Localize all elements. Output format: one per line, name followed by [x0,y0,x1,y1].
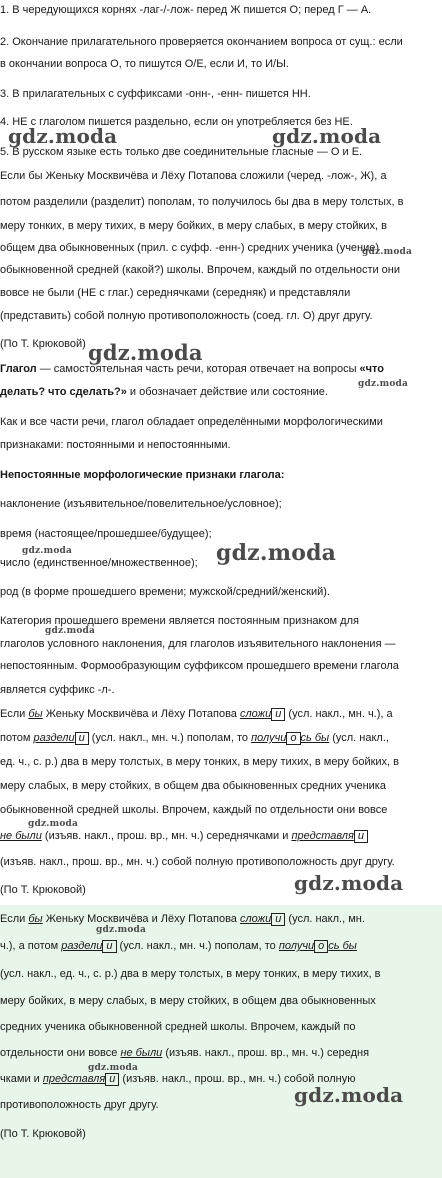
term-verb: Глагол [0,363,37,375]
rule-5: 5. В русском языке есть только две соединительные гласные — О и Е. [0,146,363,158]
source-credit: (По Т. Крюковой) [0,338,86,350]
feature-item: род (в форме прошедшего времени; мужской/средний/женский). [0,586,330,598]
watermark: gdz.moda [88,1063,139,1073]
text-line: обыкновенной средней (какой?) школы. Впрочем, каждый по отдельности они [0,264,401,276]
suffix-box: и [271,913,285,926]
source-credit: (По Т. Крюковой) [0,884,86,896]
analysis-line: потом раздели и (усл. накл., мн. ч.) пополам, то получи о сь бы (усл. накл., [0,732,389,744]
watermark: gdz.moda [28,819,79,829]
verb-definition-cont: делать? что сделать?» и обозначает действие или состояние. [0,386,328,398]
watermark: gdz.moda [45,626,96,636]
rule-2: 2. Окончание прилагательного проверяется окончанием вопроса от сущ.: если [0,36,403,48]
suffix-box: о [314,940,328,953]
analysis-line: ед. ч., с. р.) два в меру толстых, в меру тонких, в меру тихих, в меру бойких, в [0,756,400,768]
watermark: gdz.moda [294,1083,404,1107]
rule-3: 3. В прилагательных с суффиксами -онн-, -енн- пишется НН. [0,88,311,100]
analysis-line: меру бойких, в меру слабых, в меру стойких, в общем два обыкновенных [0,995,376,1007]
verb-word: раздели [61,940,103,952]
analysis-line: средних ученика обыкновенной средней школы. Впрочем, каждый по [0,1021,356,1033]
suffix-box: и [75,732,89,745]
text-line: вовсе не были (НЕ с глаг.) середнячками (середняк) и представляли [0,287,351,299]
text-line: является суффикс -л-. [0,684,115,696]
analysis-line: (усл. накл., ед. ч., с. р.) два в меру толстых, в меру тонких, в меру тихих, в [0,968,381,980]
text-line: (представить) собой полную противоположность (соед. гл. О) друг другу. [0,310,373,322]
watermark: gdz.moda [8,124,118,148]
analysis-line: Если бы Женьку Москвичёва и Лёху Потапова сложи и (усл. накл., мн. ч.), а [0,708,393,720]
analysis-line: противоположность друг другу. [0,1099,159,1111]
suffix-box: и [102,940,116,953]
text-line: общем два обыкновенных (прил. с суфф. -енн-) средних ученика (учение) [0,242,380,254]
watermark: gdz.moda [362,247,413,257]
rule-2-cont: в окончании вопроса О, то пишутся О/Е, если И, то И/Ы. [0,58,289,70]
rule-1: 1. В чередующихся корнях -лаг-/-лож- перед Ж пишется О; перед Г — А. [0,4,372,16]
watermark: gdz.moda [294,871,404,895]
suffix-box: и [354,830,368,843]
analysis-line: отдельности они вовсе не были (изъяв. накл., прош. вр., мн. ч.) середня [0,1047,370,1059]
source-credit: (По Т. Крюковой) [0,1128,86,1140]
text-line: потом разделили (разделит) пополам, то получилось бы два в меру толстых, в [0,196,404,208]
text-line: глаголов условного наклонения, для глаголов изъявительного наклонения — [0,638,396,650]
feature-item: наклонение (изъявительное/повелительное/условное); [0,498,282,510]
suffix-box: и [105,1073,119,1086]
analysis-line: меру слабых, в меру стойких, в общем два обыкновенных средних ученика [0,780,386,792]
verb-word: не были [0,830,42,842]
verb-word: раздели [33,732,75,744]
verb-word: получи [278,940,315,952]
analysis-line: Если бы Женьку Москвичёва и Лёху Потапова сложи и (усл. накл., мн. [0,913,365,925]
verb-definition: Глагол — самостоятельная часть речи, которая отвечает на вопросы «что [0,363,385,375]
analysis-line: (изъяв. накл., прош. вр., мн. ч.) собой полную противоположность друг другу. [0,856,395,868]
verb-word: бы [28,708,43,720]
text-line: меру тонких, в меру тихих, в меру бойких, в меру слабых, в меру стойких, в [0,220,387,232]
verb-word: представля [42,1073,106,1085]
text-line: Категория прошедшего времени является постоянным признаком для [0,615,359,627]
analysis-line: не были (изъяв. накл., прош. вр., мн. ч.) середнячками и представля и [0,829,442,843]
text-line: Если бы Женьку Москвичёва и Лёху Потапова сложили (черед. -лож-, Ж), а [0,170,387,182]
watermark: gdz.moda [272,124,382,148]
watermark: gdz.moda [88,340,203,365]
text-line: Как и все части речи, глагол обладает определёнными морфологическими [0,416,383,428]
rule-4: 4. НЕ с глаголом пишется раздельно, если он употребляется без НЕ. [0,116,353,128]
watermark: gdz.moda [22,546,73,556]
watermark: gdz.moda [216,540,337,566]
verb-word: не были [120,1047,163,1059]
text-line: непостоянным. Формообразующим суффиксом прошедшего времени глагола [0,660,399,672]
watermark: gdz.moda [96,925,147,935]
analysis-line: чками и представля и (изъяв. накл., прош. вр., мн. ч.) собой полную [0,1073,356,1085]
suffix-box: и [271,708,285,721]
verb-word: сложи [239,708,272,720]
verb-word: получи [251,732,287,744]
verb-word: бы [28,913,43,925]
analysis-line: ч.), а потом раздели и (усл. накл., мн. ч.) пополам, то получи о сь бы [0,940,357,952]
verb-word: представля [291,830,354,842]
text-line: признаками: постоянными и непостоянными. [0,439,231,451]
suffix-box: о [286,732,300,745]
feature-item: время (настоящее/прошедшее/будущее); [0,528,212,540]
verb-word: сложи [239,913,272,925]
section-heading: Непостоянные морфологические признаки глагола: [0,469,285,481]
watermark: gdz.moda [358,379,409,389]
feature-item: число (единственное/множественное); [0,557,198,569]
analysis-line: обыкновенной средней школы. Впрочем, каждый по отдельности они вовсе [0,804,388,816]
